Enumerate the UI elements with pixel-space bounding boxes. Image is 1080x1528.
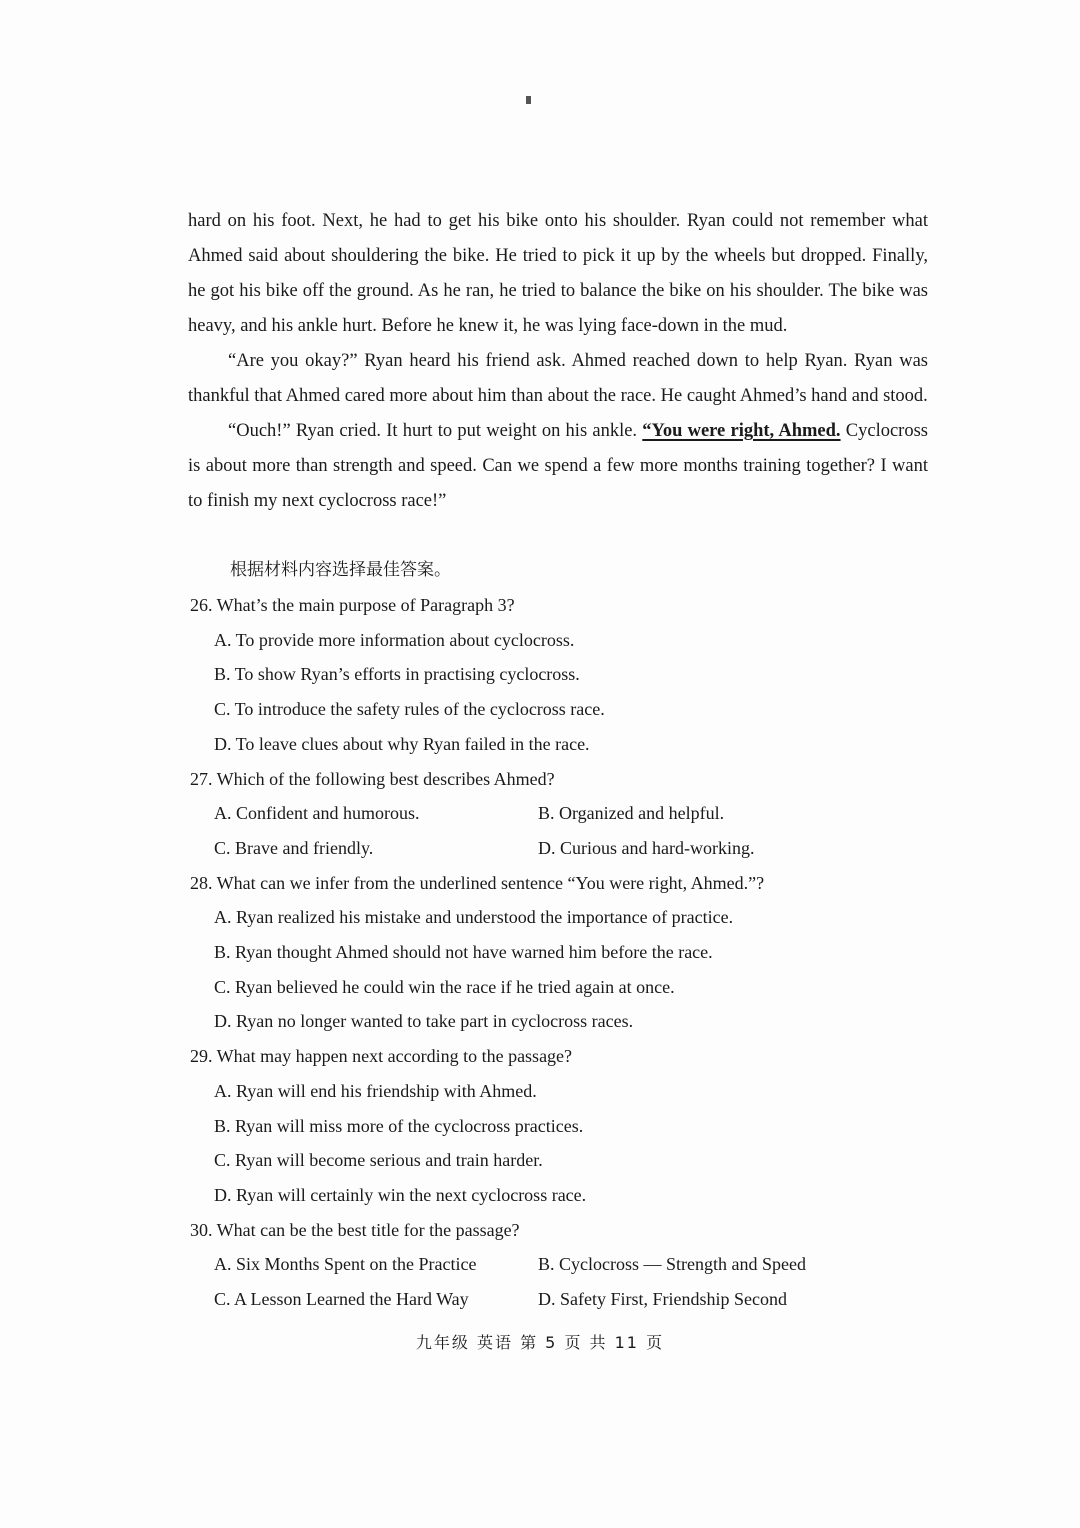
passage-text: “Ouch!” Ryan cried. It hurt to put weight on his ankle. xyxy=(228,421,643,441)
passage-text: Cyclocross is about more than strength and speed. Can we spend a few more months training together? I want to finish my next cyclocross race!” xyxy=(188,421,928,511)
question-stem: 28. What can we infer from the underlined sentence “You were right, Ahmed.”? xyxy=(190,872,765,893)
question-26 xyxy=(190,588,930,762)
option-c: C. Ryan will become serious and train harder. xyxy=(214,1150,543,1171)
passage-paragraph: hard on his foot. Next, he had to get his bike onto his shoulder. Ryan could not remember what Ahmed said about shouldering the bike. He tried to pick it up by the wheels but dropped. Finally, he got his bike off the ground. As he ran, he tried to balance the bike on his shoulder. The bike was heavy, and his ankle hurt. Before he knew it, he was lying face-down in the mud. xyxy=(188,211,928,336)
section-instruction: 根据材料内容选择最佳答案。 xyxy=(230,560,451,580)
option-b: B. Organized and helpful. xyxy=(538,803,725,824)
option-b: B. To show Ryan’s efforts in practising cyclocross. xyxy=(214,664,580,685)
option-c: C. Brave and friendly. xyxy=(214,837,374,858)
option-row xyxy=(190,831,930,866)
option-d: D. To leave clues about why Ryan failed in the race. xyxy=(214,733,590,754)
underlined-sentence: “You were right, Ahmed. xyxy=(642,421,841,441)
option-d: D. Safety First, Friendship Second xyxy=(538,1289,787,1310)
option-row xyxy=(190,1282,930,1317)
question-30 xyxy=(190,1213,930,1317)
question-list xyxy=(190,588,930,1317)
option-b: B. Cyclocross — Strength and Speed xyxy=(538,1254,806,1275)
passage-paragraph xyxy=(188,414,928,519)
option-a: A. Six Months Spent on the Practice xyxy=(214,1254,477,1275)
option-c: C. A Lesson Learned the Hard Way xyxy=(214,1289,469,1310)
question-27 xyxy=(190,762,930,866)
option-a: A. Ryan will end his friendship with Ahmed. xyxy=(214,1080,537,1101)
question-stem: 27. Which of the following best describes Ahmed? xyxy=(190,768,555,789)
option-row xyxy=(190,1247,930,1282)
option-d: D. Curious and hard-working. xyxy=(538,837,755,858)
option-c: C. Ryan believed he could win the race if he tried again at once. xyxy=(214,976,675,997)
option-b: B. Ryan will miss more of the cyclocross practices. xyxy=(214,1115,584,1136)
question-29 xyxy=(190,1039,930,1213)
option-b: B. Ryan thought Ahmed should not have warned him before the race. xyxy=(214,942,713,963)
reading-passage xyxy=(188,204,928,519)
option-d: D. Ryan will certainly win the next cyclocross race. xyxy=(214,1184,587,1205)
option-a: A. To provide more information about cyclocross. xyxy=(214,629,575,650)
question-stem: 29. What may happen next according to the passage? xyxy=(190,1046,573,1067)
page-footer: 九年级 英语 第 5 页 共 11 页 xyxy=(415,1333,665,1352)
option-row xyxy=(190,796,930,831)
option-a: A. Ryan realized his mistake and understood the importance of practice. xyxy=(214,907,734,928)
question-28 xyxy=(190,866,930,1040)
question-stem: 30. What can be the best title for the passage? xyxy=(190,1219,520,1240)
option-a: A. Confident and humorous. xyxy=(214,803,420,824)
option-c: C. To introduce the safety rules of the cyclocross race. xyxy=(214,699,605,720)
scan-mark xyxy=(526,96,531,104)
option-d: D. Ryan no longer wanted to take part in cyclocross races. xyxy=(214,1011,634,1032)
passage-paragraph: “Are you okay?” Ryan heard his friend ask. Ahmed reached down to help Ryan. Ryan was thankful that Ahmed cared more about him than about the race. He caught Ahmed’s hand and stood. xyxy=(188,351,928,406)
question-stem: 26. What’s the main purpose of Paragraph 3? xyxy=(190,595,515,615)
